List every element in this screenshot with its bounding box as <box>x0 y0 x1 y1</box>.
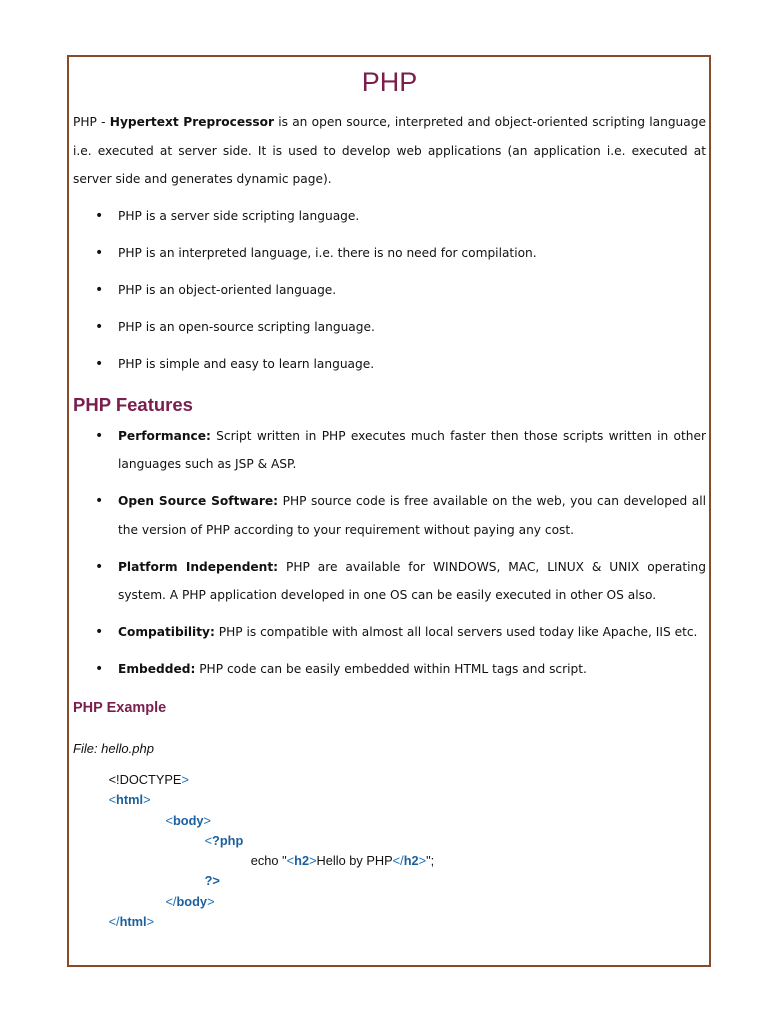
list-item: • PHP is an open-source scripting language. <box>73 313 706 342</box>
list-item: • PHP is an interpreted language, i.e. there is no need for compilation. <box>73 239 706 268</box>
feature-item <box>73 618 706 647</box>
php-facts-list <box>73 202 706 379</box>
feature-item <box>73 487 706 544</box>
code-token: "; <box>426 853 435 869</box>
feature-text: PHP are available for WINDOWS, MAC, LINUX & UNIX operating system. A PHP application developed in one OS can be easily executed in other OS also. <box>118 559 706 603</box>
intro-bold-term: Hypertext Preprocessor <box>109 115 274 129</box>
feature-text: Script written in PHP executes much faster then those scripts written in other languages such as JSP & ASP. <box>118 428 706 472</box>
code-token: h2 <box>403 853 419 869</box>
features-list <box>73 422 706 684</box>
code-token: < <box>165 812 173 828</box>
intro-paragraph <box>73 108 706 194</box>
code-token: ?> <box>204 873 220 889</box>
code-token: html <box>119 914 147 929</box>
code-token: > <box>146 914 155 929</box>
code-token: body <box>172 812 204 828</box>
feature-text: PHP is compatible with almost all local servers used today like Apache, IIS etc. <box>214 625 698 640</box>
file-label: File: hello.php <box>73 740 154 756</box>
code-token: </ <box>392 853 404 869</box>
intro-rest: is an open source, interpreted and object-oriented scripting language i.e. executed at server side. It is used to develop web applications (an application i.e. executed at server side and generates dynamic page). <box>73 115 706 186</box>
feature-label: Platform Independent: <box>118 559 279 574</box>
code-token: h2 <box>294 853 310 869</box>
feature-item <box>73 422 706 479</box>
features-heading: PHP Features <box>73 393 193 415</box>
code-token: > <box>207 893 215 909</box>
feature-label: Open Source Software: <box>118 494 279 509</box>
page-title: PHP <box>361 67 418 97</box>
code-token: Hello by PHP <box>316 853 393 869</box>
code-line <box>73 851 706 871</box>
code-token: < <box>108 771 117 787</box>
example-heading: PHP Example <box>73 699 167 716</box>
code-token: </ <box>165 893 177 909</box>
code-token: body <box>176 893 208 909</box>
list-item: • PHP is simple and easy to learn language. <box>73 350 706 379</box>
code-line <box>73 811 706 831</box>
list-item: • PHP is a server side scripting language. <box>73 202 706 231</box>
feature-item <box>73 655 706 684</box>
code-token: </ <box>108 914 120 929</box>
code-token: html <box>116 792 144 808</box>
feature-label: Compatibility: <box>118 625 215 640</box>
code-token: > <box>181 771 189 787</box>
code-line <box>73 892 706 912</box>
feature-text: PHP code can be easily embedded within HTML tags and script. <box>195 662 587 677</box>
code-line <box>73 790 706 810</box>
code-token: > <box>143 792 151 808</box>
code-token: > <box>418 853 427 869</box>
feature-label: Embedded: <box>118 662 196 677</box>
code-token: ?php <box>212 832 244 848</box>
code-block <box>73 770 706 932</box>
intro-prefix: PHP - <box>73 115 110 129</box>
code-line <box>73 871 706 891</box>
feature-label: Performance: <box>118 428 211 443</box>
code-line <box>73 831 706 851</box>
document-body <box>73 60 706 932</box>
code-line <box>73 912 706 932</box>
feature-text: PHP source code is free available on the web, you can developed all the version of PHP according to your requirement without paying any cost. <box>118 494 706 537</box>
code-token: !DOCTYPE <box>116 771 182 787</box>
code-token: > <box>309 853 317 869</box>
list-item: • PHP is an object-oriented language. <box>73 276 706 305</box>
code-token: < <box>108 792 117 808</box>
code-token: < <box>204 832 213 848</box>
code-token: echo " <box>250 853 287 869</box>
code-token: < <box>286 853 295 869</box>
code-token: > <box>203 812 211 828</box>
code-line <box>73 770 706 790</box>
feature-item <box>73 553 706 610</box>
